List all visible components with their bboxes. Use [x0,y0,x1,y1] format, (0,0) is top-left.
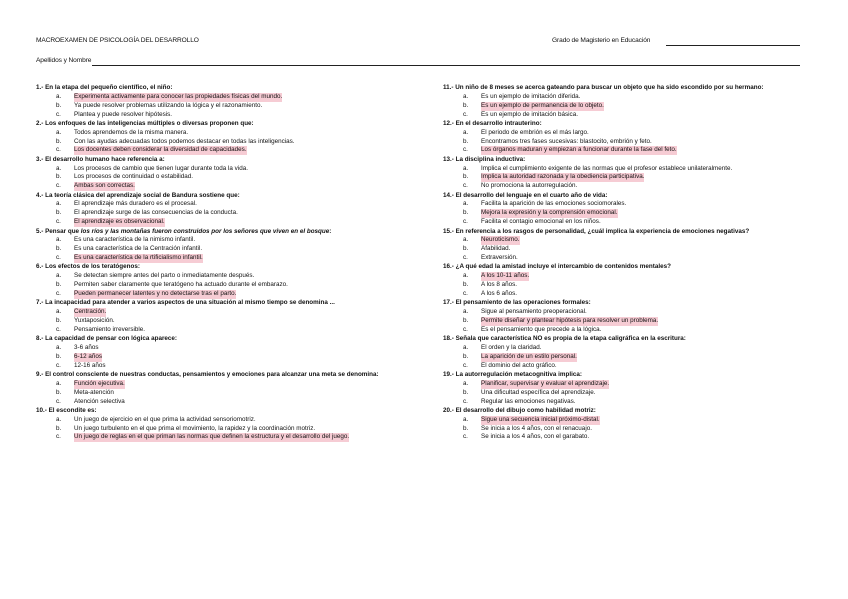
option-text: A los 8 años. [481,281,518,289]
option-text: El aprendizaje más duradero es el procesal. [74,200,197,208]
option-letter: a. [463,379,469,387]
question [443,120,805,155]
option-letter: c. [463,254,468,262]
answer-option[interactable] [443,326,805,335]
option-text: Una dificultad específica del aprendizaje. [481,388,596,396]
option-letter: a. [56,415,62,423]
option-letter: c. [56,289,61,297]
answer-option[interactable] [443,236,805,245]
option-letter: a. [463,343,469,351]
answer-option[interactable] [443,281,805,290]
highlighted-answer: Los docentes deben considerar la diversidad de capacidades. [74,146,247,154]
answer-option[interactable] [36,326,398,335]
answer-option[interactable] [443,344,805,353]
question-text: 7.- La incapacidad para atender a varios aspectos de una situación al mismo tiempo se denomina ... [36,299,335,307]
option-text: El orden y la claridad. [481,343,542,351]
answer-option[interactable] [36,317,398,326]
option-letter: c. [56,146,61,154]
answer-option[interactable] [36,138,398,147]
option-text: Permiten saber claramente que teratógeno ha actuado durante el embarazo. [74,281,288,289]
question-text: 3.- El desarrollo humano hace referencia a: [36,155,165,163]
question-text-part: : [329,227,332,235]
answer-option[interactable] [443,353,805,362]
answer-option[interactable] [36,173,398,182]
highlighted-answer: Es una característica de la rtificialismo infantil. [74,254,203,262]
option-text: Los procesos de cambio que tienen lugar durante toda la vida. [74,164,248,172]
option-text: 12-16 años [74,361,106,369]
option-text: El periodo de embrión es el más largo. [481,128,589,136]
answer-option[interactable] [36,111,398,120]
answer-option[interactable] [36,209,398,218]
answer-option[interactable] [443,317,805,326]
option-letter: a. [463,308,469,316]
question [36,228,398,263]
option-letter: b. [56,281,62,289]
question-text: 6.- Los efectos de los teratógenos: [36,263,140,271]
question [36,263,398,298]
option-letter: b. [463,424,469,432]
answer-option[interactable] [36,433,398,442]
option-letter: c. [56,397,61,405]
option-letter: b. [56,101,62,109]
question-text: 20.- El desarrollo del dibujo como habilidad motriz: [443,406,596,414]
option-letter: a. [463,236,469,244]
option-text: Se inicia a los 4 años, con el garabato. [481,433,590,441]
right-question-column [443,84,805,443]
option-letter: b. [56,173,62,181]
question-text: 12.- En el desarrollo intrauterino: [443,119,542,127]
answer-option[interactable] [36,93,398,102]
option-text: El dominio del acto gráfico. [481,361,557,369]
option-text: Un juego de ejercicio en el que prima la actividad sensoriomotriz. [74,415,256,423]
highlighted-answer: Pueden permanecer latentes y no detectarse tras el parto. [74,289,237,297]
option-text: A los 6 años. [481,289,518,297]
question-text: 10.- El escondite es: [36,406,97,414]
option-text: No promociona la autorregulación. [481,182,578,190]
option-text: El aprendizaje surge de las consecuencias de la conducta. [74,209,238,217]
question [443,335,805,370]
option-text: Yuxtaposición. [74,316,115,324]
question [36,299,398,334]
option-letter: a. [56,164,62,172]
answer-option[interactable] [443,272,805,281]
option-letter: a. [56,308,62,316]
answer-option[interactable] [36,165,398,174]
option-letter: b. [463,173,469,181]
option-letter: c. [56,254,61,262]
option-letter: b. [56,352,62,360]
question [443,407,805,442]
option-text: Implica el cumplimiento exigente de las normas que el profesor establece unilateralmente. [481,164,733,172]
option-letter: b. [463,245,469,253]
option-letter: b. [463,209,469,217]
answer-option[interactable] [36,129,398,138]
option-text: Los procesos de continuidad o estabilidad. [74,173,194,181]
question [36,371,398,406]
question [36,156,398,191]
question [443,299,805,334]
option-text: Es una característica de la nimismo infantil. [74,236,196,244]
option-letter: c. [56,433,61,441]
option-text: Se inicia a los 4 años, con el renacuajo. [481,424,592,432]
answer-option[interactable] [36,146,398,155]
highlighted-answer: 6-12 años [74,352,103,360]
option-letter: c. [56,361,61,369]
answer-option[interactable] [443,173,805,182]
highlighted-answer: A los 10-11 años. [481,272,530,280]
question [36,84,398,119]
answer-option[interactable] [443,254,805,263]
option-text: Es el pensamiento que precede a la lógica. [481,325,602,333]
name-label: Apellidos y Nombre [36,57,92,64]
question [443,192,805,227]
answer-option[interactable] [36,218,398,227]
option-letter: c. [463,325,468,333]
option-letter: b. [463,101,469,109]
question-text: 14.- El desarrollo del lenguaje en el cuarto año de vida: [443,191,608,199]
option-letter: b. [56,316,62,324]
answer-option[interactable] [36,353,398,362]
answer-option[interactable] [36,236,398,245]
option-letter: a. [463,272,469,280]
answer-option[interactable] [36,398,398,407]
option-text: Todos aprendemos de la misma manera. [74,128,189,136]
answer-option[interactable] [443,433,805,442]
question-text: 4.- La teoría clásica del aprendizaje social de Bandura sostiene que: [36,191,240,199]
highlighted-answer: La aparición de un estilo personal. [481,352,577,360]
highlighted-answer: El aprendizaje es observacional. [74,218,165,226]
answer-option[interactable] [36,425,398,434]
option-letter: c. [56,218,61,226]
option-text: Es un ejemplo de imitación básica. [481,110,578,118]
question [443,228,805,263]
answer-option[interactable] [36,380,398,389]
option-letter: a. [56,200,62,208]
question-text: 8.- La capacidad de pensar con lógica aparece: [36,335,178,343]
question-text: 13.- La disciplina inductiva: [443,155,526,163]
question-text-part: 5.- Pensar que [36,227,81,235]
answer-option[interactable] [36,389,398,398]
option-letter: a. [463,164,469,172]
answer-option[interactable] [443,93,805,102]
answer-option[interactable] [36,416,398,425]
answer-option[interactable] [443,380,805,389]
name-blank-line[interactable] [92,65,800,66]
answer-option[interactable] [443,398,805,407]
option-letter: c. [463,433,468,441]
option-text: 3-6 años [74,343,99,351]
answer-option[interactable] [443,389,805,398]
answer-option[interactable] [443,200,805,209]
question-text: 16.- ¿A qué edad la amistad incluye el intercambio de contenidos mentales? [443,263,671,271]
question [443,371,805,406]
highlighted-answer: Mejora la expresión y la comprensión emocional. [481,209,618,217]
question-text: 1.- En la etapa del pequeño científico, el niño: [36,84,173,91]
answer-option[interactable] [443,425,805,434]
answer-option[interactable] [36,200,398,209]
option-letter: c. [463,218,468,226]
option-letter: a. [56,272,62,280]
answer-option[interactable] [36,245,398,254]
answer-option[interactable] [443,218,805,227]
option-letter: c. [463,182,468,190]
question-text: 2.- Los enfoques de las inteligencias múltiples o diversas proponen que: [36,119,254,127]
option-text: Afabilidad. [481,245,511,253]
highlighted-answer: Ambas son correctas. [74,182,135,190]
option-letter: a. [56,379,62,387]
option-letter: a. [56,128,62,136]
option-text: Atención selectiva [74,397,125,405]
question-text: 19.- La autorregulación metacognitiva implica: [443,371,582,378]
option-text: Es una característica de la Centración infantil. [74,245,203,253]
option-text: Extraversión. [481,254,518,262]
highlighted-answer: Los órganos maduran y empiezan a funcionar durante la fase del feto. [481,146,677,154]
highlighted-answer: Permite diseñar y plantear hipótesis para resolver un problema. [481,316,659,324]
option-letter: a. [463,200,469,208]
answer-option[interactable] [443,416,805,425]
answer-option[interactable] [443,111,805,120]
option-text: Se detectan siempre antes del parto o inmediatamente después. [74,272,255,280]
option-letter: c. [463,110,468,118]
option-text: Meta-atención [74,388,114,396]
option-letter: a. [56,236,62,244]
answer-option[interactable] [443,129,805,138]
answer-option[interactable] [36,254,398,263]
option-letter: a. [463,92,469,100]
answer-option[interactable] [36,272,398,281]
question-text: 15.- En referencia a los rasgos de personalidad, ¿cuál implica la experiencia de emociones negativas? [443,227,750,235]
answer-option[interactable] [443,146,805,155]
highlighted-answer: Un juego de reglas en el que priman las normas que definen la estructura y el desarrollo del juego. [74,433,350,441]
option-text: Plantea y puede resolver hipótesis. [74,110,173,118]
highlighted-answer: Implica la autoridad razonada y la obediencia participativa. [481,173,645,181]
option-letter: b. [463,388,469,396]
option-letter: b. [56,388,62,396]
option-text: Facilita el contagio emocional en los niños. [481,218,601,226]
answer-option[interactable] [443,102,805,111]
question-text [36,228,398,237]
answer-option[interactable] [443,182,805,191]
answer-option[interactable] [443,290,805,299]
highlighted-answer: Es un ejemplo de permanencia de lo objeto. [481,101,604,109]
question-text: 18.- Señala que característica NO es propia de la etapa caligráfica en la escritura: [443,335,686,343]
option-letter: b. [56,245,62,253]
option-letter: c. [463,289,468,297]
question [36,407,398,442]
option-letter: b. [463,281,469,289]
question [443,84,805,119]
option-letter: c. [56,110,61,118]
question [36,335,398,370]
question-text-italic: los ríos y las montañas fueron construidos por los señores que viven en el bosque [80,227,330,235]
highlighted-answer: Sigue una secuencia inicial próximo-distal. [481,415,600,423]
exam-title: MACROEXAMEN DE PSICOLOGÍA DEL DESARROLLO [36,37,199,44]
question-text: 11.- Un niño de 8 meses se acerca gateando para buscar un objeto que ha sido escondido por su hermano: [443,84,764,91]
highlighted-answer: Planificar, supervisar y evaluar el aprendizaje. [481,379,610,387]
highlighted-answer: Centración. [74,308,107,316]
highlighted-answer: Neuroticismo. [481,236,520,244]
grado-label: Grado de Magisterio en Educación [552,37,651,44]
answer-option[interactable] [36,281,398,290]
option-letter: c. [463,146,468,154]
option-letter: a. [463,415,469,423]
question-text: 9.- El control consciente de nuestras conductas, pensamientos y emociones para alcanzar una meta se denomina: [36,371,379,378]
answer-option[interactable] [443,362,805,371]
answer-option[interactable] [443,165,805,174]
option-text: Un juego turbulento en el que prima el movimiento, la rapidez y la coordinación motriz. [74,424,316,432]
question [36,120,398,155]
answer-option[interactable] [443,245,805,254]
option-text: Sigue al pensamiento preoperacional. [481,308,587,316]
option-letter: b. [56,137,62,145]
left-question-column [36,84,398,443]
option-letter: a. [56,92,62,100]
option-text: Facilita la aparición de las emociones sociomorales. [481,200,627,208]
option-letter: c. [463,361,468,369]
answer-option[interactable] [36,344,398,353]
option-letter: a. [463,128,469,136]
question [443,156,805,191]
answer-option[interactable] [443,209,805,218]
option-text: Es un ejemplo de imitación diferida. [481,92,581,100]
option-text: Con las ayudas adecuadas todos podemos destacar en todas las inteligencias. [74,137,295,145]
answer-option[interactable] [36,308,398,317]
answer-option[interactable] [36,362,398,371]
option-text: Ya puede resolver problemas utilizando la lógica y el razonamiento. [74,101,263,109]
option-letter: b. [463,137,469,145]
answer-option[interactable] [443,138,805,147]
question-text: 17.- El pensamiento de las operaciones formales: [443,299,591,307]
option-letter: b. [463,352,469,360]
option-letter: c. [56,325,61,333]
option-text: Regular las emociones negativas. [481,397,576,405]
option-text: Encontramos tres fases sucesivas: blastocito, embrión y feto. [481,137,652,145]
question [36,192,398,227]
grado-blank-line[interactable] [666,45,800,46]
answer-option[interactable] [36,102,398,111]
option-letter: a. [56,343,62,351]
answer-option[interactable] [443,308,805,317]
highlighted-answer: Función ejecutiva. [74,379,125,387]
option-letter: c. [56,182,61,190]
option-text: Pensamiento irreversible. [74,325,146,333]
highlighted-answer: Experimenta activamente para conocer las propiedades físicas del mundo. [74,92,283,100]
answer-option[interactable] [36,182,398,191]
answer-option[interactable] [36,290,398,299]
question [443,263,805,298]
option-letter: c. [463,397,468,405]
option-letter: b. [56,424,62,432]
option-letter: b. [463,316,469,324]
option-letter: b. [56,209,62,217]
